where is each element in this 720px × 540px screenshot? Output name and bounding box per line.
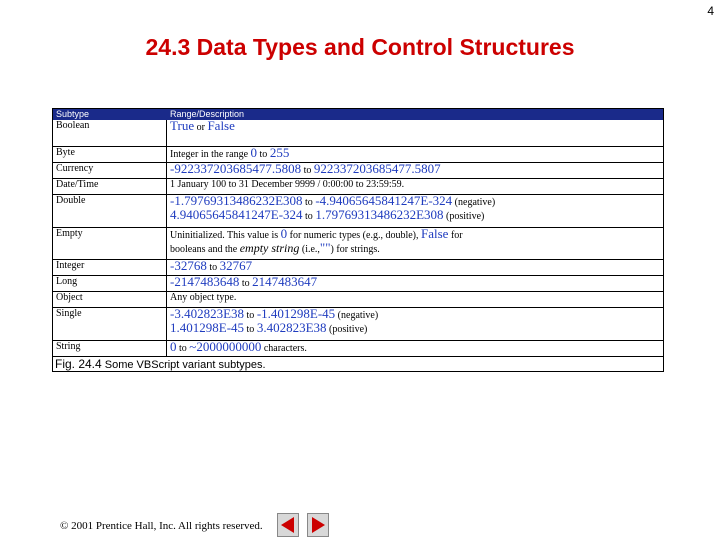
row-subtype: String (53, 341, 167, 357)
range-text: (i.e., (301, 244, 320, 255)
row-subtype: Double (53, 195, 167, 228)
table-row (53, 341, 664, 357)
header-range: Range/Description (167, 109, 664, 120)
range-value: False (421, 227, 449, 241)
next-slide-button[interactable] (307, 513, 329, 537)
range-value: -4.94065645841247E-324 (315, 194, 453, 208)
row-range: 1 January 100 to 31 December 9999 / 0:00:00 to 23:59:59. (167, 179, 664, 195)
table-row (53, 147, 664, 163)
row-range (167, 260, 664, 276)
table-row (53, 228, 664, 260)
range-word: to (259, 149, 268, 160)
range-emphasis: empty string (239, 241, 300, 255)
range-text: characters. (263, 343, 307, 354)
table-row (53, 179, 664, 195)
range-text: booleans and the (170, 244, 238, 255)
row-subtype: Integer (53, 260, 167, 276)
range-word: to (305, 211, 313, 222)
figure-caption-text: Some VBScript variant subtypes. (104, 359, 266, 371)
row-subtype: Currency (53, 163, 167, 179)
range-word: to (246, 324, 255, 335)
prev-slide-button[interactable] (277, 513, 299, 537)
range-value: 1.79769313486232E308 (315, 207, 444, 222)
row-range: Any object type. (167, 292, 664, 308)
table-row (53, 120, 664, 147)
row-range (167, 147, 664, 163)
range-value: 0 (170, 340, 177, 354)
table-header-row (53, 109, 664, 120)
table-row (53, 163, 664, 179)
range-value: True (170, 119, 195, 133)
range-text: Integer in the range (170, 149, 249, 160)
row-subtype: Empty (53, 228, 167, 260)
range-value: 0 (280, 227, 288, 241)
range-text: Uninitialized. This value is (170, 230, 279, 241)
range-value: -1.401298E-45 (256, 307, 336, 321)
range-note: (positive) (446, 211, 485, 222)
range-note: (positive) (329, 324, 368, 335)
range-word: to (241, 278, 250, 289)
page-title: 24.3 Data Types and Control Structures (145, 34, 575, 60)
table-row (53, 276, 664, 292)
row-range (167, 195, 664, 228)
row-range (167, 228, 664, 260)
range-value: 922337203685477.5807 (313, 162, 441, 176)
row-range (167, 120, 664, 147)
range-value: 3.402823E38 (256, 320, 327, 335)
range-value: -922337203685477.5808 (170, 162, 302, 176)
row-range (167, 341, 664, 357)
range-note: (negative) (337, 310, 379, 321)
range-word: or (196, 122, 205, 133)
table-row (53, 195, 664, 228)
row-range (167, 276, 664, 292)
row-subtype: Single (53, 308, 167, 341)
range-value: -2147483648 (170, 275, 240, 289)
next-slide-icon (307, 513, 329, 537)
range-value: "" (319, 240, 331, 255)
range-value: -32768 (170, 259, 207, 273)
range-value: 255 (269, 146, 290, 160)
figure-caption (55, 357, 266, 371)
row-range (167, 163, 664, 179)
row-subtype: Object (53, 292, 167, 308)
range-value: 1.401298E-45 (170, 320, 245, 335)
range-value: ~2000000000 (189, 340, 262, 354)
range-value: 32767 (219, 259, 253, 273)
range-value: -1.79769313486232E308 (170, 194, 303, 208)
range-text: for (450, 230, 463, 241)
range-word: to (246, 310, 255, 321)
row-subtype: Boolean (53, 120, 167, 147)
range-word: to (305, 197, 313, 208)
page-number: 4 (707, 4, 714, 18)
range-note: (negative) (454, 197, 496, 208)
range-value: False (207, 119, 235, 133)
row-subtype: Long (53, 276, 167, 292)
range-text: for numeric types (e.g., double), (289, 230, 419, 241)
table-row (53, 292, 664, 308)
figure-number: Fig. 24.4 (55, 357, 102, 371)
range-value: -3.402823E38 (170, 307, 245, 321)
row-subtype: Byte (53, 147, 167, 163)
range-value: 2147483647 (252, 275, 318, 289)
row-range (167, 308, 664, 341)
range-word: to (209, 262, 218, 273)
row-subtype: Date/Time (53, 179, 167, 195)
subtype-table (52, 108, 664, 372)
range-text: ) for strings. (330, 244, 380, 255)
range-value: 4.94065645841247E-324 (170, 207, 303, 222)
table-row (53, 308, 664, 341)
header-subtype: Subtype (53, 109, 167, 120)
copyright-footer: © 2001 Prentice Hall, Inc. All rights reserved. (60, 520, 263, 532)
range-word: to (179, 343, 187, 354)
range-word: to (303, 165, 312, 176)
prev-slide-icon (277, 513, 299, 537)
table-row (53, 260, 664, 276)
range-value: 0 (250, 146, 258, 160)
